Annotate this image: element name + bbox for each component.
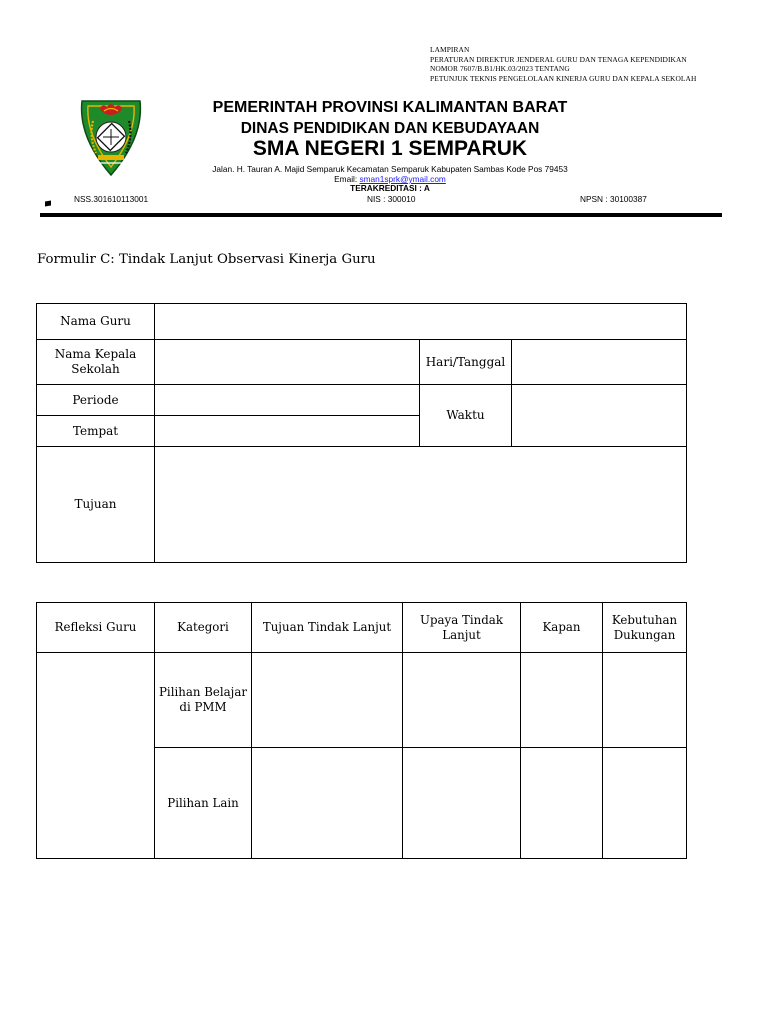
label-tujuan: Tujuan: [37, 447, 155, 563]
field-refleksi-guru[interactable]: [37, 653, 155, 859]
field-nama-kepala-sekolah[interactable]: [155, 340, 420, 385]
province-emblem-icon: [74, 97, 148, 177]
letterhead-divider: [40, 213, 722, 217]
label-hari-tanggal: Hari/Tanggal: [420, 340, 512, 385]
header-kebutuhan-dukungan: Kebutuhan Dukungan: [603, 603, 687, 653]
reference-line: PETUNJUK TEKNIS PENGELOLAAN KINERJA GURU DAN KEPALA SEKOLAH: [430, 73, 697, 83]
table-row: [37, 653, 687, 748]
label-nama-kepala-sekolah: Nama Kepala Sekolah: [37, 340, 155, 385]
field-periode[interactable]: [155, 385, 420, 416]
reference-block: [430, 45, 696, 83]
government-name: PEMERINTAH PROVINSI KALIMANTAN BARAT: [212, 99, 568, 116]
observation-info-table: [36, 303, 687, 563]
npsn-number: NPSN : 30100387: [580, 194, 647, 204]
label-periode: Periode: [37, 385, 155, 416]
header-kapan: Kapan: [521, 603, 603, 653]
field-tempat[interactable]: [155, 416, 420, 447]
form-title: Formulir C: Tindak Lanjut Observasi Kinerja Guru: [37, 252, 376, 267]
field-kebutuhan-dukungan-2[interactable]: [603, 748, 687, 859]
category-pilihan-lain: Pilihan Lain: [155, 748, 252, 859]
follow-up-table: [36, 602, 687, 859]
reference-line: PERATURAN DIREKTUR JENDERAL GURU DAN TENAGA KEPENDIDIKAN: [430, 54, 687, 64]
field-kapan-1[interactable]: [521, 653, 603, 748]
email-label: Email:: [334, 174, 360, 184]
reference-line: NOMOR 7607/B.B1/HK.03/2023 TENTANG: [430, 64, 570, 74]
school-name: SMA NEGERI 1 SEMPARUK: [252, 137, 528, 160]
field-tujuan-tindak-lanjut-1[interactable]: [252, 653, 403, 748]
field-kapan-2[interactable]: [521, 748, 603, 859]
field-nama-guru[interactable]: [155, 304, 687, 340]
reference-line: LAMPIRAN: [430, 45, 470, 54]
field-tujuan[interactable]: [155, 447, 687, 563]
department-name: DINAS PENDIDIKAN DAN KEBUDAYAAN: [240, 120, 540, 137]
field-hari-tanggal[interactable]: [512, 340, 687, 385]
school-address: Jalan. H. Tauran A. Majid Semparuk Kecamatan Semparuk Kabupaten Sambas Kode Pos 79453: [212, 164, 568, 174]
field-tujuan-tindak-lanjut-2[interactable]: [252, 748, 403, 859]
header-refleksi-guru: Refleksi Guru: [37, 603, 155, 653]
nss-number: NSS.301610113001: [74, 194, 149, 204]
field-upaya-tindak-lanjut-1[interactable]: [403, 653, 521, 748]
email-link[interactable]: sman1sprk@ymail.com: [359, 174, 446, 184]
field-kebutuhan-dukungan-1[interactable]: [603, 653, 687, 748]
label-nama-guru: Nama Guru: [37, 304, 155, 340]
accreditation: TERAKREDITASI : A: [350, 183, 430, 193]
bullet-mark: [45, 200, 51, 206]
header-tujuan-tindak-lanjut: Tujuan Tindak Lanjut: [252, 603, 403, 653]
nis-number: NIS : 300010: [367, 194, 416, 204]
field-waktu[interactable]: [512, 385, 687, 447]
label-waktu: Waktu: [420, 385, 512, 447]
header-kategori: Kategori: [155, 603, 252, 653]
category-pilihan-belajar: Pilihan Belajar di PMM: [155, 653, 252, 748]
label-tempat: Tempat: [37, 416, 155, 447]
table-header-row: [37, 603, 687, 653]
header-upaya-tindak-lanjut: Upaya Tindak Lanjut: [403, 603, 521, 653]
field-upaya-tindak-lanjut-2[interactable]: [403, 748, 521, 859]
